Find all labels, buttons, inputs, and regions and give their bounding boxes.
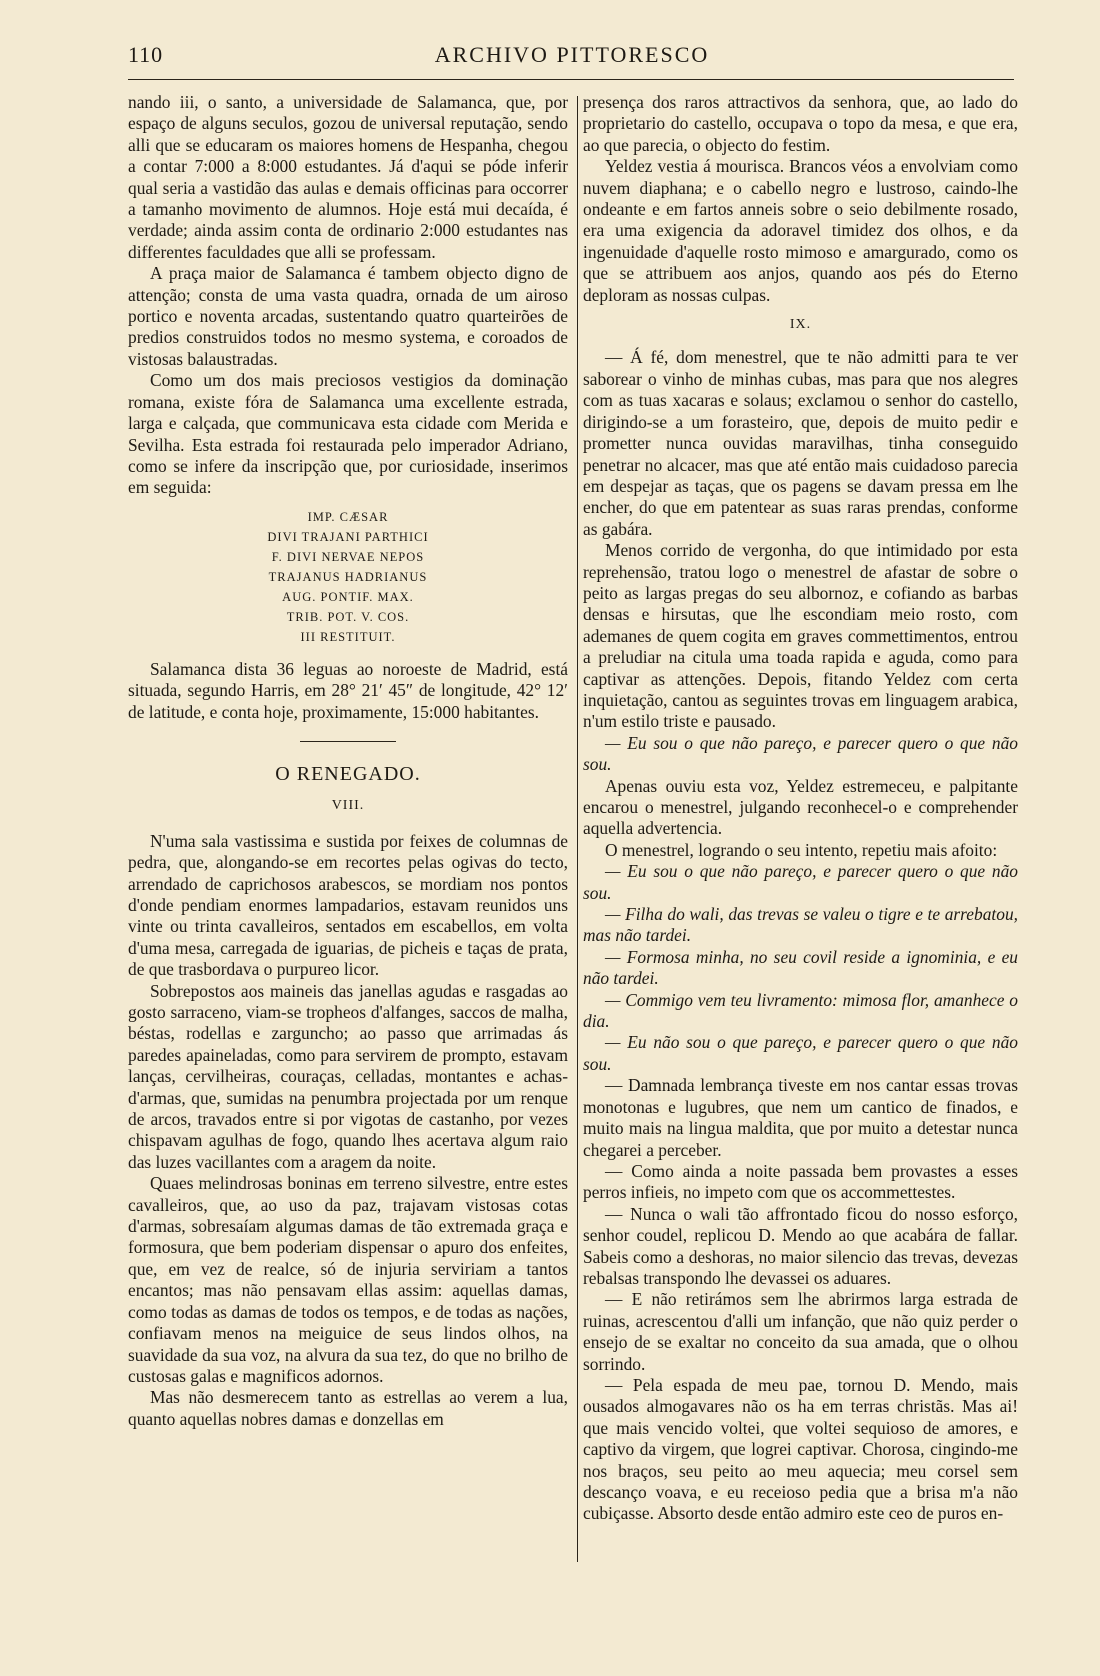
inscription-line: TRAJANUS HADRIANUS xyxy=(268,569,428,584)
section-divider xyxy=(300,741,396,742)
inscription-line: DIVI TRAJANI PARTHICI xyxy=(267,529,429,544)
paragraph: — Damnada lembrança tiveste em nos cantar essas trovas monotonas e lugubres, que nem um cantico de finados, e muito mais na lingua maldita, que por muito a detestar nunca chegarei a perceber. xyxy=(583,1075,1018,1160)
right-column xyxy=(583,92,1018,1525)
page-number: 110 xyxy=(128,42,164,67)
inscription-line: F. DIVI NERVAE NEPOS xyxy=(271,549,425,564)
paragraph: Salamanca dista 36 leguas ao noroeste de Madrid, está situada, segundo Harris, em 28° 21′ 45″ de longitude, 42° 12′ de latitude, e conta hoje, proximamente, 15:000 habitantes. xyxy=(128,658,568,722)
paragraph: Mas não desmerecem tanto as estrellas ao verem a lua, quanto aquellas nobres damas e donzellas em xyxy=(128,1387,568,1429)
chapter-title: O RENEGADO. xyxy=(275,762,421,785)
paragraph: — Como ainda a noite passada bem provastes a esses perros infieis, no impeto com que os accommettestes. xyxy=(583,1160,1018,1203)
verse xyxy=(583,904,1018,947)
paragraph: — E não retirámos sem lhe abrirmos larga estrada de ruinas, acrescentou d'alli um infanção, que não quiz perder o ensejo de se exaltar no conceito da sua amada, que o olhou sorrindo. xyxy=(583,1289,1018,1374)
page-header xyxy=(128,40,1016,72)
inscription-line: AUG. PONTIF. MAX. xyxy=(282,589,414,604)
paragraph: — Nunca o wali tão affrontado ficou do nosso esforço, senhor coudel, replicou D. Mendo ao que acabára de fallar. Sabeis como a deshoras, no maior silencio das trevas, devezas rebalsas transpondo lhe devassei os aduares. xyxy=(583,1203,1018,1288)
left-column xyxy=(128,92,568,1430)
verse xyxy=(583,861,1018,904)
inscription-line: IMP. CÆSAR xyxy=(307,509,389,524)
verse xyxy=(583,1032,1018,1075)
verse-text: — Formosa minha, no seu covil reside a ignominia, e eu não tardei. xyxy=(583,946,1018,989)
verse xyxy=(583,990,1018,1033)
column-divider xyxy=(577,96,578,1562)
paragraph: nando iii, o santo, a universidade de Salamanca, que, por espaço de alguns seculos, gozou de universal reputação, sendo alli que se educaram os maiores homens de Hespanha, chegou a contar 7:000 a 8:000 estudantes. Já d'aqui se póde inferir qual seria a vastidão das aulas e demais officinas para occorrer a tamanho movimento de alumnos. Hoje está mui decaída, é verdade; ainda assim conta de ordinario 2:000 estudantes nas differentes faculdades que alli se professam. xyxy=(128,92,568,262)
verse-text: — Eu sou o que não pareço, e parecer quero o que não sou. xyxy=(583,861,1018,903)
verse-text: — Eu sou o que não pareço, e parecer quero o que não sou. xyxy=(583,732,1018,775)
roman-inscription xyxy=(128,507,568,647)
paragraph: N'uma sala vastissima e sustida por feixes de columnas de pedra, que, alongando-se em recortes pelas ogivas do tecto, arrendado de caprichosos arabescos, se mordiam nos pontos d'onde pendiam enormes lampadarios, estavam reunidos uns vinte ou trinta cavalleiros, sentados em escabellos, em volta d'uma mesa, carregada de iguarias, de picheis e taças de prata, de que trasbordava o purpureo licor. xyxy=(128,830,568,980)
verse-text: — Filha do wali, das trevas se valeu o tigre e te arrebatou, mas não tardei. xyxy=(583,904,1018,946)
paragraph: Menos corrido de vergonha, do que intimidado por esta reprehensão, tratou logo o menestrel de afastar de sobre o peito as largas pregas do seu albornoz, e cofiando as barbas densas e hirsutas, que lhe escondiam meio rosto, com ademanes de quem cogita em graves commettimentos, entrou a preludiar na citula uma toada rapida e aguda, como para captivar as attenções. Depois, fitando Yeldez com certa inquietação, cantou as seguintes trovas em linguagem arabica, n'um estilo triste e pausado. xyxy=(583,540,1018,732)
section-number: IX. xyxy=(789,317,812,333)
paragraph: Como um dos mais preciosos vestigios da dominação romana, existe fóra de Salamanca uma excellente estrada, larga e calçada, que communicava esta cidade com Merida e Sevilha. Esta estrada foi restaurada pelo imperador Adriano, como se infere da inscripção que, por curiosidade, inserimos em seguida: xyxy=(128,370,568,498)
paragraph: A praça maior de Salamanca é tambem objecto digno de attenção; consta de uma vasta quadra, ornada de um airoso portico e noventa arcadas, sustentando quatro quarteirões de predios construidos todos no mesmo systema, e coroados de vistosas balaustradas. xyxy=(128,263,568,369)
inscription-line: TRIB. POT. V. COS. xyxy=(286,609,410,624)
paragraph: presença dos raros attractivos da senhora, que, ao lado do proprietario do castello, occupava o topo da mesa, e que era, ao que parecia, o objecto do festim. xyxy=(583,92,1018,155)
section-number: VIII. xyxy=(331,798,365,814)
paragraph: — Á fé, dom menestrel, que te não admitti para te ver saborear o vinho de minhas cubas, mas para que nos alegres com as tuas xacaras e solaus; exclamou o senhor do castello, dirigindo-se a um forasteiro, que, depois de muito pedir e prometter nunca ouvidas maravilhas, tinha conseguido penetrar no alcacer, mas que até então mais cuidadoso parecia em despejar as taças, que os pagens se davam pressa em lhe encher, do que em patentear as suas raras prendas, conforme as gabára. xyxy=(583,347,1018,539)
verse xyxy=(583,947,1018,990)
verse-text: — Eu não sou o que pareço, e parecer quero o que não sou. xyxy=(583,1032,1018,1074)
verse-text: — Commigo vem teu livramento: mimosa flor, amanhece o dia. xyxy=(583,989,1018,1032)
running-title: ARCHIVO PITTORESCO xyxy=(434,42,710,67)
verse xyxy=(583,733,1018,776)
paragraph: — Pela espada de meu pae, tornou D. Mendo, mais ousados almogavares não os ha em terras christãs. Mas ai! que mais vencido voltei, que voltei sequioso de amores, e captivo da virgem, que logrei captivar. Chorosa, cingindo-me nos braços, seu peito ao meu aquecia; meu corsel sem descanço voava, e eu receioso pedia que a brisa m'a não cubiçasse. Absorto desde então admiro este ceo de puros en- xyxy=(583,1374,1018,1524)
paragraph: Yeldez vestia á mourisca. Brancos véos a envolviam como nuvem diaphana; e o cabello negro e lustroso, caindo-lhe ondeante e em fartos anneis sobre o seio debilmente rosado, era uma exigencia da adoravel timidez dos olhos, e da ingenuidade d'aquelle rosto mimoso e amargurado, como os que se attribuem aos anjos, quando aos pés do Eterno deploram as nossas culpas. xyxy=(583,156,1018,305)
paragraph: O menestrel, logrando o seu intento, repetiu mais afoito: xyxy=(605,839,998,860)
inscription-line: III RESTITUIT. xyxy=(300,629,396,644)
header-rule xyxy=(128,79,1014,80)
paragraph: Apenas ouviu esta voz, Yeldez estremeceu, e palpitante encarou o menestrel, julgando reconhecel-o e comprehender aquella advertencia. xyxy=(583,775,1018,839)
paragraph: Quaes melindrosas boninas em terreno silvestre, entre estes cavalleiros, que, ao uso da paz, trajavam vistosas cotas d'armas, sobresaíam algumas damas de tão extremada graça e formosura, que bem poderiam dispensar o apuro dos enfeites, que, em vez de realce, só de injuria serviriam a tantos encantos; mas não pensavam ellas assim: aquellas damas, como todas as damas de todos os tempos, e de todas as nações, confiavam menos na meiguice de seus lindos olhos, na suavidade da sua voz, na alvura da sua tez, do que no brilho de custosas galas e magnificos adornos. xyxy=(128,1173,568,1386)
paragraph: Sobrepostos aos maineis das janellas agudas e rasgadas ao gosto sarraceno, viam-se tropheos d'alfanges, saccos de malha, béstas, rodellas e zarguncho; ao passo que arrimadas ás paredes apaineladas, como para servirem de prompto, estavam lanças, cervilheiras, couraças, celladas, montantes e achas-d'armas, que, sumidas na penumbra projectada por um renque de arcos, travados entre si por vigotas de castanho, por vezes chispavam agulhas de fogo, quando lhes acertava algum raio das luzes vacillantes com a aragem da noite. xyxy=(128,980,568,1172)
